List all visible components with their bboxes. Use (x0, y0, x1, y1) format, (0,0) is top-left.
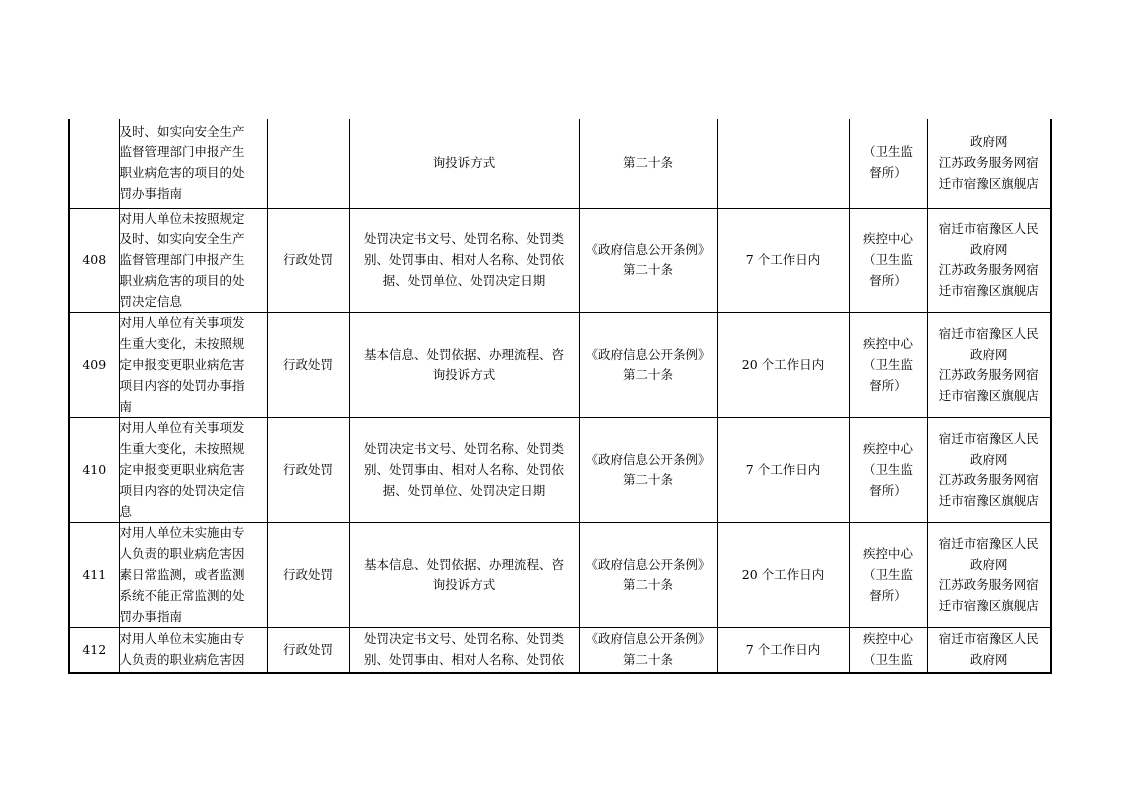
responsible-dept-line: （卫生监 (862, 462, 913, 478)
time-limit: 7 个工作日内 (745, 252, 821, 268)
item-name-line: 罚办事指南 (119, 186, 183, 202)
disclosure-content-line: 处罚决定书文号、处罚名称、处罚类 (363, 631, 564, 647)
item-name-line: 对用人单位有关事项发 (119, 420, 245, 436)
time-limit-cell (717, 119, 849, 208)
item-name-line: 系统不能正常监测的处 (119, 587, 245, 603)
responsible-dept-cell (849, 313, 927, 418)
item-name-line: 素日常监测，或者监测 (119, 567, 245, 583)
disclosure-channel-cell (927, 523, 1051, 628)
item-name-line: 南 (119, 398, 133, 414)
row-number: 410 (82, 462, 107, 478)
item-category-cell (267, 628, 349, 673)
item-category: 行政处罚 (282, 357, 333, 373)
disclosure-channel-line: 政府网 (969, 451, 1008, 467)
disclosure-channel-line: 政府网 (969, 556, 1008, 572)
responsible-dept-line: 疾控中心 (862, 441, 913, 457)
disclosure-content-cell (349, 313, 579, 418)
disclosure-basis-line: 第二十条 (622, 262, 673, 278)
responsible-dept-line: 督所） (869, 165, 907, 181)
disclosure-channel-line: 迁市宿豫区旗舰店 (938, 283, 1039, 299)
table-body (69, 119, 1051, 673)
responsible-dept-line: （卫生监 (862, 567, 913, 583)
disclosure-channel-line: 宿迁市宿豫区人民 (938, 631, 1039, 647)
disclosure-content-line: 据、处罚单位、处罚决定日期 (382, 272, 546, 288)
responsible-dept-line: （卫生监 (862, 357, 913, 373)
item-category-cell (267, 523, 349, 628)
item-name-line: 定申报变更职业病危害 (119, 462, 245, 478)
table-row (69, 418, 1051, 523)
item-name-line: 及时、如实向安全生产 (119, 231, 245, 247)
item-name-line: 职业病危害的项目的处 (119, 165, 245, 181)
disclosure-channel-line: 宿迁市宿豫区人民 (938, 220, 1039, 236)
table-row (69, 313, 1051, 418)
disclosure-channel-line: 政府网 (969, 134, 1008, 150)
row-number-cell (69, 313, 119, 418)
disclosure-basis-line: 第二十条 (622, 154, 673, 170)
disclosure-channel-line: 江苏政务服务网宿 (938, 577, 1039, 593)
disclosure-channel-line: 江苏政务服务网宿 (938, 262, 1039, 278)
item-category: 行政处罚 (282, 641, 333, 657)
disclosure-basis-line: 《政府信息公开条例》 (585, 241, 711, 257)
table-row (69, 208, 1051, 313)
item-name-cell (119, 119, 267, 208)
row-number-cell (69, 208, 119, 313)
row-number: 408 (82, 252, 107, 268)
disclosure-basis-cell (579, 628, 717, 673)
disclosure-content-line: 别、处罚事由、相对人名称、处罚依 (363, 462, 564, 478)
item-name-line: 对用人单位未实施由专 (119, 525, 245, 541)
item-name-line: 监督管理部门申报产生 (119, 144, 245, 160)
disclosure-channel-cell (927, 208, 1051, 313)
item-name-line: 定申报变更职业病危害 (119, 357, 245, 373)
responsible-dept-line: 疾控中心 (862, 336, 913, 352)
responsible-dept-line: 疾控中心 (862, 546, 913, 562)
row-number-cell (69, 418, 119, 523)
item-name-line: 项目内容的处罚决定信 (119, 482, 245, 498)
item-name-line: 息 (119, 503, 133, 519)
item-name-cell (119, 208, 267, 313)
item-name-line: 对用人单位有关事项发 (119, 315, 245, 331)
responsible-dept-cell (849, 119, 927, 208)
disclosure-channel-line: 江苏政务服务网宿 (938, 367, 1039, 383)
responsible-dept-line: （卫生监 (862, 144, 913, 160)
item-category-cell (267, 119, 349, 208)
disclosure-basis-line: 《政府信息公开条例》 (585, 631, 711, 647)
disclosure-content-line: 询投诉方式 (432, 154, 496, 170)
responsible-dept-line: 督所） (869, 272, 907, 288)
responsible-dept-line: （卫生监 (862, 652, 913, 668)
time-limit-cell (717, 418, 849, 523)
disclosure-channel-line: 江苏政务服务网宿 (938, 154, 1039, 170)
disclosure-basis-line: 《政府信息公开条例》 (585, 556, 711, 572)
responsible-dept-line: 督所） (869, 377, 907, 393)
disclosure-channel-line: 迁市宿豫区旗舰店 (938, 493, 1039, 509)
disclosure-content-line: 据、处罚单位、处罚决定日期 (382, 482, 546, 498)
disclosure-channel-line: 宿迁市宿豫区人民 (938, 325, 1039, 341)
item-name-line: 人负责的职业病危害因 (119, 546, 245, 562)
responsible-dept-cell (849, 628, 927, 673)
disclosure-channel-line: 江苏政务服务网宿 (938, 472, 1039, 488)
row-number-cell (69, 523, 119, 628)
row-number: 412 (82, 641, 107, 657)
time-limit: 7 个工作日内 (745, 462, 821, 478)
responsible-dept-line: 疾控中心 (862, 631, 913, 647)
disclosure-content-cell (349, 418, 579, 523)
disclosure-channel-cell (927, 628, 1051, 673)
row-number: 411 (82, 567, 107, 583)
item-name-cell (119, 418, 267, 523)
disclosure-basis-line: 《政府信息公开条例》 (585, 451, 711, 467)
item-name-line: 对用人单位未实施由专 (119, 631, 245, 647)
row-number-cell (69, 628, 119, 673)
disclosure-channel-line: 迁市宿豫区旗舰店 (938, 388, 1039, 404)
item-name-line: 罚办事指南 (119, 608, 183, 624)
item-category-cell (267, 208, 349, 313)
disclosure-channel-cell (927, 313, 1051, 418)
disclosure-content-cell (349, 523, 579, 628)
disclosure-channel-cell (927, 418, 1051, 523)
item-category-cell (267, 418, 349, 523)
item-name-line: 职业病危害的项目的处 (119, 272, 245, 288)
disclosure-content-line: 询投诉方式 (432, 577, 496, 593)
item-category: 行政处罚 (282, 567, 333, 583)
disclosure-content-line: 别、处罚事由、相对人名称、处罚依 (363, 252, 564, 268)
item-category-cell (267, 313, 349, 418)
disclosure-content-line: 别、处罚事由、相对人名称、处罚依 (363, 652, 564, 668)
item-name-cell (119, 313, 267, 418)
row-number-cell (69, 119, 119, 208)
disclosure-basis-line: 第二十条 (622, 367, 673, 383)
time-limit: 7 个工作日内 (745, 641, 821, 657)
disclosure-channel-line: 宿迁市宿豫区人民 (938, 430, 1039, 446)
disclosure-channel-cell (927, 119, 1051, 208)
item-name-line: 对用人单位未按照规定 (119, 210, 245, 226)
item-name-line: 项目内容的处罚办事指 (119, 377, 245, 393)
disclosure-basis-line: 《政府信息公开条例》 (585, 346, 711, 362)
disclosure-content-cell (349, 119, 579, 208)
responsible-dept-cell (849, 523, 927, 628)
table-row (69, 628, 1051, 673)
disclosure-content-cell (349, 628, 579, 673)
time-limit: 20 个工作日内 (741, 357, 825, 373)
table-row (69, 119, 1051, 208)
disclosure-channel-line: 宿迁市宿豫区人民 (938, 535, 1039, 551)
responsible-dept-cell (849, 208, 927, 313)
item-category: 行政处罚 (282, 252, 333, 268)
item-name-cell (119, 628, 267, 673)
table-row (69, 523, 1051, 628)
disclosure-basis-cell (579, 418, 717, 523)
time-limit-cell (717, 313, 849, 418)
time-limit-cell (717, 628, 849, 673)
responsible-dept-line: 督所） (869, 482, 907, 498)
disclosure-basis-line: 第二十条 (622, 652, 673, 668)
item-name-cell (119, 523, 267, 628)
disclosure-content-line: 基本信息、处罚依据、办理流程、咨 (363, 556, 564, 572)
disclosure-content-cell (349, 208, 579, 313)
responsible-dept-line: 疾控中心 (862, 231, 913, 247)
disclosure-content-line: 处罚决定书文号、处罚名称、处罚类 (363, 231, 564, 247)
item-name-line: 监督管理部门申报产生 (119, 252, 245, 268)
disclosure-basis-cell (579, 523, 717, 628)
time-limit-cell (717, 523, 849, 628)
disclosure-content-line: 基本信息、处罚依据、办理流程、咨 (363, 346, 564, 362)
item-name-line: 生重大变化，未按照规 (119, 441, 245, 457)
disclosure-basis-cell (579, 208, 717, 313)
item-name-line: 人负责的职业病危害因 (119, 652, 245, 668)
row-number: 409 (82, 357, 107, 373)
disclosure-channel-line: 迁市宿豫区旗舰店 (938, 175, 1039, 191)
disclosure-channel-line: 政府网 (969, 241, 1008, 257)
time-limit: 20 个工作日内 (741, 567, 825, 583)
disclosure-channel-line: 政府网 (969, 346, 1008, 362)
disclosure-basis-line: 第二十条 (622, 577, 673, 593)
disclosure-channel-line: 政府网 (969, 652, 1008, 668)
responsible-dept-line: （卫生监 (862, 252, 913, 268)
disclosure-basis-cell (579, 313, 717, 418)
item-name-line: 生重大变化，未按照规 (119, 336, 245, 352)
responsible-dept-line: 督所） (869, 587, 907, 603)
disclosure-basis-line: 第二十条 (622, 472, 673, 488)
responsible-dept-cell (849, 418, 927, 523)
disclosure-table (68, 119, 1052, 674)
item-category: 行政处罚 (282, 462, 333, 478)
time-limit-cell (717, 208, 849, 313)
disclosure-content-line: 询投诉方式 (432, 367, 496, 383)
item-name-line: 及时、如实向安全生产 (119, 123, 245, 139)
item-name-line: 罚决定信息 (119, 293, 183, 309)
disclosure-basis-cell (579, 119, 717, 208)
disclosure-content-line: 处罚决定书文号、处罚名称、处罚类 (363, 441, 564, 457)
disclosure-channel-line: 迁市宿豫区旗舰店 (938, 598, 1039, 614)
